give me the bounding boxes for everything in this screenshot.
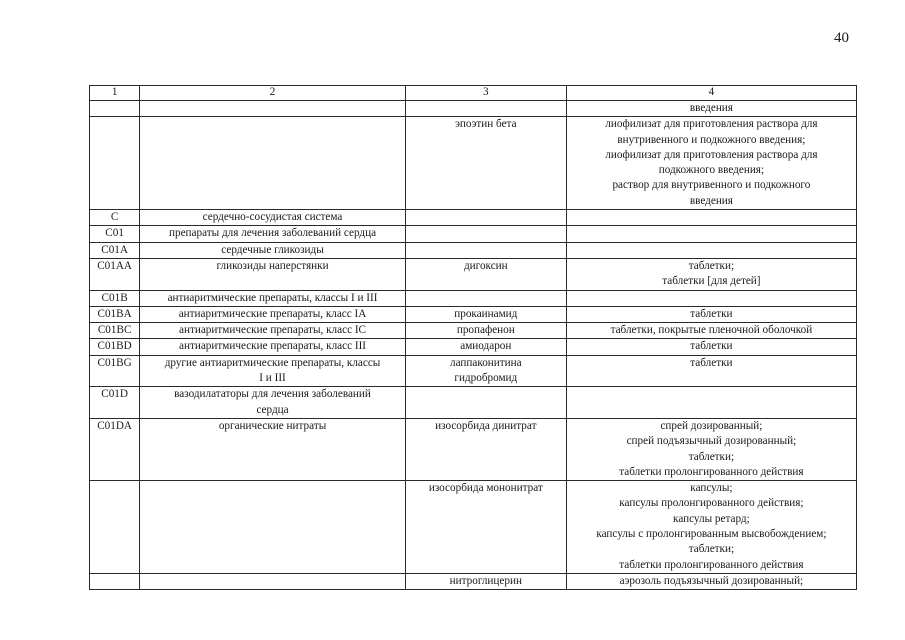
forms-cell [566,290,856,306]
code-cell: C01 [90,226,140,242]
forms-cell: таблетки [566,306,856,322]
drug-cell: лаппаконитина гидробромид [405,355,566,387]
table-row [90,573,857,589]
table-row [90,226,857,242]
drug-cell: прокаинамид [405,306,566,322]
code-cell: C01BD [90,339,140,355]
forms-cell: лиофилизат для приготовления раствора для внутривенного и подкожного введения; лиофилизат для приготовления раствора для подкожного введения; раствор для внутривенного и подкожного введения [566,117,856,210]
drug-cell [405,290,566,306]
forms-cell: таблетки [566,339,856,355]
forms-cell: таблетки; таблетки [для детей] [566,258,856,290]
forms-cell [566,226,856,242]
forms-cell [566,210,856,226]
forms-cell: таблетки, покрытые пленочной оболочкой [566,323,856,339]
table-row [90,117,857,210]
forms-cell: аэрозоль подъязычный дозированный; [566,573,856,589]
header-cell: 2 [140,86,406,101]
table-row [90,355,857,387]
header-cell: 4 [566,86,856,101]
drug-cell: дигоксин [405,258,566,290]
header-row [90,86,857,101]
drug-cell [405,387,566,419]
code-cell [90,573,140,589]
code-cell: C01BG [90,355,140,387]
group-cell: сердечные гликозиды [140,242,406,258]
drug-cell: пропафенон [405,323,566,339]
group-cell: антиаритмические препараты, классы I и III [140,290,406,306]
page-number: 40 [834,30,849,46]
table-row [90,258,857,290]
header-cell: 1 [90,86,140,101]
group-cell: антиаритмические препараты, класс III [140,339,406,355]
table-row [90,418,857,480]
table-row [90,481,857,574]
forms-cell: введения [566,101,856,117]
group-cell: вазодилататоры для лечения заболеваний сердца [140,387,406,419]
code-cell: C01DA [90,418,140,480]
code-cell [90,481,140,574]
code-cell: C [90,210,140,226]
group-cell [140,481,406,574]
group-cell: препараты для лечения заболеваний сердца [140,226,406,242]
table-row [90,290,857,306]
table-row [90,387,857,419]
table-row [90,323,857,339]
drug-cell [405,242,566,258]
forms-cell: таблетки [566,355,856,387]
code-cell: C01A [90,242,140,258]
forms-cell: спрей дозированный; спрей подъязычный дозированный; таблетки; таблетки пролонгированного действия [566,418,856,480]
code-cell: C01AA [90,258,140,290]
table-row [90,101,857,117]
group-cell [140,101,406,117]
code-cell: C01B [90,290,140,306]
drug-table [89,85,857,590]
code-cell: C01BA [90,306,140,322]
drug-cell: нитроглицерин [405,573,566,589]
drug-cell [405,226,566,242]
code-cell [90,101,140,117]
forms-cell [566,387,856,419]
group-cell [140,117,406,210]
drug-cell: изосорбида динитрат [405,418,566,480]
drug-cell: изосорбида мононитрат [405,481,566,574]
table-row [90,242,857,258]
table-row [90,339,857,355]
code-cell: C01BC [90,323,140,339]
group-cell: другие антиаритмические препараты, классы I и III [140,355,406,387]
code-cell: C01D [90,387,140,419]
drug-cell [405,210,566,226]
forms-cell [566,242,856,258]
group-cell [140,573,406,589]
header-cell: 3 [405,86,566,101]
table-row [90,306,857,322]
forms-cell: капсулы; капсулы пролонгированного действия; капсулы ретард; капсулы с пролонгированным высвобождением; таблетки; таблетки пролонгированного действия [566,481,856,574]
drug-cell: амиодарон [405,339,566,355]
group-cell: антиаритмические препараты, класс IC [140,323,406,339]
drug-cell: эпоэтин бета [405,117,566,210]
group-cell: органические нитраты [140,418,406,480]
drug-cell [405,101,566,117]
group-cell: сердечно-сосудистая система [140,210,406,226]
group-cell: антиаритмические препараты, класс IA [140,306,406,322]
code-cell [90,117,140,210]
group-cell: гликозиды наперстянки [140,258,406,290]
table-row [90,210,857,226]
